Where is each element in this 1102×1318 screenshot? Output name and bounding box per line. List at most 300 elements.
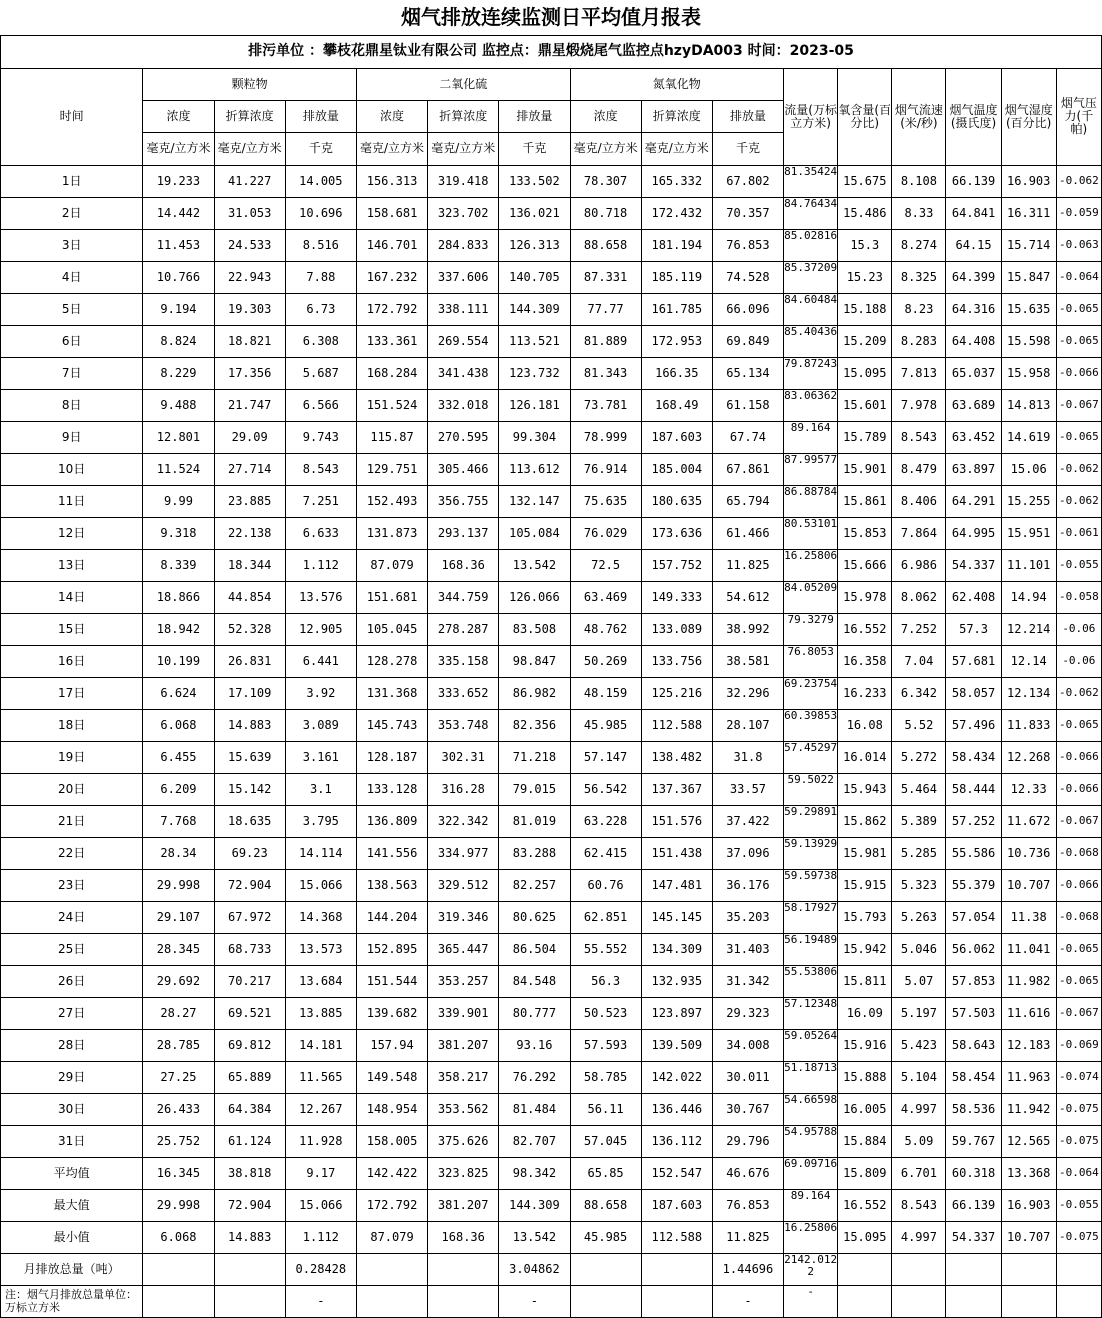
table-cell: 6.068 — [143, 709, 214, 741]
table-cell: 77.77 — [570, 293, 641, 325]
table-cell: -0.059 — [1056, 197, 1101, 229]
unit-g0-1: 毫克/立方米 — [214, 132, 285, 165]
table-cell: 12.134 — [1001, 677, 1056, 709]
table-cell: 168.36 — [428, 1221, 499, 1253]
table-cell: 11.825 — [712, 1221, 783, 1253]
table-cell: 65.85 — [570, 1157, 641, 1189]
unit-g1-0: 毫克/立方米 — [356, 132, 427, 165]
table-cell: 82.257 — [499, 869, 570, 901]
table-cell: 32.296 — [712, 677, 783, 709]
table-cell: 55.379 — [946, 869, 1001, 901]
table-cell: 64.408 — [946, 325, 1001, 357]
table-cell: 29.09 — [214, 421, 285, 453]
table-cell: 8.062 — [892, 581, 946, 613]
table-cell: 36.176 — [712, 869, 783, 901]
table-cell: 72.904 — [214, 869, 285, 901]
table-cell: 7.768 — [143, 805, 214, 837]
table-cell: 134.309 — [641, 933, 712, 965]
table-cell: 69.23754 — [784, 677, 838, 709]
table-cell: 140.705 — [499, 261, 570, 293]
table-cell: 57.593 — [570, 1029, 641, 1061]
table-cell: -0.055 — [1056, 1189, 1101, 1221]
table-cell: 62.408 — [946, 581, 1001, 613]
table-cell: 187.603 — [641, 421, 712, 453]
table-cell: 9.194 — [143, 293, 214, 325]
table-cell: 75.635 — [570, 485, 641, 517]
table-cell: 5.263 — [892, 901, 946, 933]
table-cell: 6.624 — [143, 677, 214, 709]
table-cell: 5.07 — [892, 965, 946, 997]
table-cell: -0.074 — [1056, 1061, 1101, 1093]
table-cell: 133.756 — [641, 645, 712, 677]
table-cell: 69.812 — [214, 1029, 285, 1061]
humidity-header: 烟气湿度(百分比) — [1001, 68, 1056, 165]
table-cell: 85.02816 — [784, 229, 838, 261]
unit-g0-2: 千克 — [285, 132, 356, 165]
table-cell: 34.008 — [712, 1029, 783, 1061]
table-cell: 166.35 — [641, 357, 712, 389]
table-row — [1, 613, 1102, 645]
table-cell: 17.109 — [214, 677, 285, 709]
table-cell: 167.232 — [356, 261, 427, 293]
table-cell: 58.057 — [946, 677, 1001, 709]
report-title: 烟气排放连续监测日平均值月报表 — [1, 0, 1102, 35]
table-cell: 79.3279 — [784, 613, 838, 645]
table-cell: 64.15 — [946, 229, 1001, 261]
table-cell: 6.73 — [285, 293, 356, 325]
table-cell: 10.707 — [1001, 869, 1056, 901]
table-cell — [428, 1285, 499, 1317]
table-cell: 80.718 — [570, 197, 641, 229]
table-cell: 11.833 — [1001, 709, 1056, 741]
table-cell — [641, 1253, 712, 1285]
table-cell: 76.853 — [712, 229, 783, 261]
table-cell: 8.23 — [892, 293, 946, 325]
table-cell: 305.466 — [428, 453, 499, 485]
table-cell: 156.313 — [356, 165, 427, 197]
table-cell: 13.542 — [499, 549, 570, 581]
table-cell: 138.563 — [356, 869, 427, 901]
table-cell: 5.52 — [892, 709, 946, 741]
table-cell: 152.895 — [356, 933, 427, 965]
table-cell: 48.762 — [570, 613, 641, 645]
table-row — [1, 1157, 1102, 1189]
table-cell: 15.486 — [838, 197, 892, 229]
table-cell: 78.307 — [570, 165, 641, 197]
table-cell: 87.079 — [356, 1221, 427, 1253]
row-label: 6日 — [1, 325, 143, 357]
table-cell: 57.496 — [946, 709, 1001, 741]
table-cell: 14.442 — [143, 197, 214, 229]
table-cell: 9.99 — [143, 485, 214, 517]
table-cell: 14.181 — [285, 1029, 356, 1061]
table-cell: 58.785 — [570, 1061, 641, 1093]
table-cell: 33.57 — [712, 773, 783, 805]
table-cell: 10.199 — [143, 645, 214, 677]
table-cell: 149.333 — [641, 581, 712, 613]
table-row — [1, 517, 1102, 549]
table-cell: 168.36 — [428, 549, 499, 581]
table-cell: 69.23 — [214, 837, 285, 869]
table-cell: 141.556 — [356, 837, 427, 869]
table-cell: 11.101 — [1001, 549, 1056, 581]
table-cell: 353.257 — [428, 965, 499, 997]
table-cell — [892, 1285, 946, 1317]
table-cell: 15.066 — [285, 869, 356, 901]
table-cell: 86.504 — [499, 933, 570, 965]
row-label: 17日 — [1, 677, 143, 709]
table-cell: 8.516 — [285, 229, 356, 261]
table-cell: 86.88784 — [784, 485, 838, 517]
table-cell: 62.415 — [570, 837, 641, 869]
table-cell: 5.285 — [892, 837, 946, 869]
table-cell: 14.114 — [285, 837, 356, 869]
table-cell: -0.063 — [1056, 229, 1101, 261]
table-cell: 41.227 — [214, 165, 285, 197]
table-cell: 15.601 — [838, 389, 892, 421]
table-row — [1, 1061, 1102, 1093]
table-row — [1, 453, 1102, 485]
oxygen-header: 氧含量(百分比) — [838, 68, 892, 165]
table-cell: 15.853 — [838, 517, 892, 549]
table-cell: 151.576 — [641, 805, 712, 837]
table-cell: 22.138 — [214, 517, 285, 549]
table-row — [1, 229, 1102, 261]
table-cell: 27.714 — [214, 453, 285, 485]
table-cell: 63.228 — [570, 805, 641, 837]
table-cell: 15.888 — [838, 1061, 892, 1093]
table-cell: 15.714 — [1001, 229, 1056, 261]
table-cell: 54.95788 — [784, 1125, 838, 1157]
table-cell: -0.065 — [1056, 325, 1101, 357]
row-label: 最小值 — [1, 1221, 143, 1253]
table-cell: 8.339 — [143, 549, 214, 581]
table-cell: 89.164 — [784, 1189, 838, 1221]
table-cell: 126.181 — [499, 389, 570, 421]
table-cell: 15.23 — [838, 261, 892, 293]
table-cell: 63.452 — [946, 421, 1001, 453]
table-cell: 74.528 — [712, 261, 783, 293]
table-cell: 25.752 — [143, 1125, 214, 1157]
row-label: 11日 — [1, 485, 143, 517]
table-cell: 54.337 — [946, 549, 1001, 581]
table-cell: 15.209 — [838, 325, 892, 357]
table-cell: 2142.0122 — [784, 1253, 838, 1285]
table-cell: 6.986 — [892, 549, 946, 581]
table-cell: 133.089 — [641, 613, 712, 645]
table-cell: 87.331 — [570, 261, 641, 293]
table-cell: 11.616 — [1001, 997, 1056, 1029]
table-cell: 57.503 — [946, 997, 1001, 1029]
table-row — [1, 965, 1102, 997]
table-cell: 16.345 — [143, 1157, 214, 1189]
table-cell: 10.696 — [285, 197, 356, 229]
table-cell: 157.752 — [641, 549, 712, 581]
table-cell: 335.158 — [428, 645, 499, 677]
so2-group-header: 二氧化硫 — [356, 68, 570, 100]
table-cell: 105.084 — [499, 517, 570, 549]
table-cell: 323.702 — [428, 197, 499, 229]
table-cell: 59.767 — [946, 1125, 1001, 1157]
table-cell: 63.897 — [946, 453, 1001, 485]
table-cell: 57.252 — [946, 805, 1001, 837]
table-cell: 11.38 — [1001, 901, 1056, 933]
table-cell: 293.137 — [428, 517, 499, 549]
table-cell: 9.318 — [143, 517, 214, 549]
table-cell: 44.854 — [214, 581, 285, 613]
table-cell: 5.687 — [285, 357, 356, 389]
table-cell: 7.864 — [892, 517, 946, 549]
table-cell — [570, 1285, 641, 1317]
table-cell: 22.943 — [214, 261, 285, 293]
table-cell: 87.99577 — [784, 453, 838, 485]
table-row — [1, 261, 1102, 293]
table-cell — [838, 1285, 892, 1317]
flow-header: 流量(万标立方米) — [784, 68, 838, 165]
subheader-g0-2: 排放量 — [285, 100, 356, 132]
table-cell: 16.25806 — [784, 549, 838, 581]
table-cell: 15.916 — [838, 1029, 892, 1061]
table-cell: 15.793 — [838, 901, 892, 933]
table-cell: 18.344 — [214, 549, 285, 581]
table-cell: 1.44696 — [712, 1253, 783, 1285]
table-cell: 38.992 — [712, 613, 783, 645]
row-label: 22日 — [1, 837, 143, 869]
table-cell — [214, 1253, 285, 1285]
table-cell: 269.554 — [428, 325, 499, 357]
subheader-g0-1: 折算浓度 — [214, 100, 285, 132]
table-cell: 161.785 — [641, 293, 712, 325]
table-cell: 15.847 — [1001, 261, 1056, 293]
table-cell: 4.997 — [892, 1093, 946, 1125]
table-cell: 45.985 — [570, 709, 641, 741]
table-cell: -0.055 — [1056, 549, 1101, 581]
table-cell: 7.252 — [892, 613, 946, 645]
row-label: 最大值 — [1, 1189, 143, 1221]
table-cell: 17.356 — [214, 357, 285, 389]
unit-g0-0: 毫克/立方米 — [143, 132, 214, 165]
table-cell: 23.885 — [214, 485, 285, 517]
table-cell: 139.509 — [641, 1029, 712, 1061]
table-cell: 172.953 — [641, 325, 712, 357]
table-cell: 9.743 — [285, 421, 356, 453]
unit-g2-2: 千克 — [712, 132, 783, 165]
row-label: 2日 — [1, 197, 143, 229]
table-cell: 82.356 — [499, 709, 570, 741]
table-row — [1, 709, 1102, 741]
table-cell: 56.542 — [570, 773, 641, 805]
table-cell: 133.128 — [356, 773, 427, 805]
table-cell: 28.785 — [143, 1029, 214, 1061]
table-cell: 322.342 — [428, 805, 499, 837]
table-cell: 8.108 — [892, 165, 946, 197]
table-cell: 8.406 — [892, 485, 946, 517]
table-cell: 56.3 — [570, 965, 641, 997]
table-cell: 341.438 — [428, 357, 499, 389]
table-cell: 66.139 — [946, 165, 1001, 197]
report-subtitle: 排污单位 ：攀枝花鼎星钛业有限公司 监控点：鼎星煅烧尾气监控点hzyDA003 时间：2023-05 — [1, 35, 1102, 68]
table-cell: 64.384 — [214, 1093, 285, 1125]
table-cell: 61.466 — [712, 517, 783, 549]
table-cell: 123.732 — [499, 357, 570, 389]
table-cell: 5.464 — [892, 773, 946, 805]
table-cell: 316.28 — [428, 773, 499, 805]
table-cell: 12.214 — [1001, 613, 1056, 645]
unit-g1-2: 千克 — [499, 132, 570, 165]
table-cell — [356, 1253, 427, 1285]
table-cell: 133.361 — [356, 325, 427, 357]
table-cell: 93.16 — [499, 1029, 570, 1061]
table-cell: 1.112 — [285, 1221, 356, 1253]
table-cell: 11.963 — [1001, 1061, 1056, 1093]
table-cell: 13.573 — [285, 933, 356, 965]
table-cell: 319.418 — [428, 165, 499, 197]
table-cell: 14.619 — [1001, 421, 1056, 453]
row-label: 13日 — [1, 549, 143, 581]
table-cell: 9.488 — [143, 389, 214, 421]
table-cell: 8.229 — [143, 357, 214, 389]
table-cell: 69.521 — [214, 997, 285, 1029]
table-cell: -0.06 — [1056, 645, 1101, 677]
table-cell: 11.825 — [712, 549, 783, 581]
table-cell: 5.423 — [892, 1029, 946, 1061]
table-cell: 15.942 — [838, 933, 892, 965]
table-cell: 381.207 — [428, 1189, 499, 1221]
table-cell: 7.04 — [892, 645, 946, 677]
table-cell: 329.512 — [428, 869, 499, 901]
table-cell: 45.985 — [570, 1221, 641, 1253]
table-cell: -0.066 — [1056, 741, 1101, 773]
table-cell: 84.548 — [499, 965, 570, 997]
table-cell — [356, 1285, 427, 1317]
table-cell: 337.606 — [428, 261, 499, 293]
table-cell: 57.12348 — [784, 997, 838, 1029]
table-cell: -0.075 — [1056, 1093, 1101, 1125]
table-cell: 98.342 — [499, 1157, 570, 1189]
table-cell: 138.482 — [641, 741, 712, 773]
row-label: 19日 — [1, 741, 143, 773]
table-cell: 65.889 — [214, 1061, 285, 1093]
table-cell: 339.901 — [428, 997, 499, 1029]
table-cell: 15.811 — [838, 965, 892, 997]
table-cell: 78.999 — [570, 421, 641, 453]
table-cell: 8.325 — [892, 261, 946, 293]
table-cell: 7.813 — [892, 357, 946, 389]
table-cell: 73.781 — [570, 389, 641, 421]
table-cell: 3.161 — [285, 741, 356, 773]
table-cell: 64.399 — [946, 261, 1001, 293]
table-row — [1, 485, 1102, 517]
table-cell: 30.767 — [712, 1093, 783, 1125]
table-cell: 57.681 — [946, 645, 1001, 677]
row-label: 31日 — [1, 1125, 143, 1157]
table-cell: 3.089 — [285, 709, 356, 741]
table-cell: 84.60484 — [784, 293, 838, 325]
table-cell: -0.066 — [1056, 357, 1101, 389]
table-cell: 15.943 — [838, 773, 892, 805]
table-cell: 16.903 — [1001, 1189, 1056, 1221]
subheader-g2-2: 排放量 — [712, 100, 783, 132]
table-cell — [892, 1253, 946, 1285]
table-cell: 76.8053 — [784, 645, 838, 677]
table-cell: 59.59738 — [784, 869, 838, 901]
table-cell: 16.005 — [838, 1093, 892, 1125]
table-cell: 31.8 — [712, 741, 783, 773]
table-cell: 15.951 — [1001, 517, 1056, 549]
table-row — [1, 357, 1102, 389]
table-cell: 11.982 — [1001, 965, 1056, 997]
table-cell: 6.701 — [892, 1157, 946, 1189]
table-cell: 28.345 — [143, 933, 214, 965]
table-cell — [428, 1253, 499, 1285]
table-cell: 79.87243 — [784, 357, 838, 389]
table-cell: 338.111 — [428, 293, 499, 325]
unit-g2-0: 毫克/立方米 — [570, 132, 641, 165]
table-cell: 14.005 — [285, 165, 356, 197]
table-cell: 85.37209 — [784, 261, 838, 293]
table-cell: 14.883 — [214, 1221, 285, 1253]
table-cell — [1001, 1285, 1056, 1317]
table-cell: 69.849 — [712, 325, 783, 357]
table-cell: 145.743 — [356, 709, 427, 741]
table-cell: 76.914 — [570, 453, 641, 485]
table-cell: 15.978 — [838, 581, 892, 613]
table-cell: -0.062 — [1056, 677, 1101, 709]
table-cell: 63.689 — [946, 389, 1001, 421]
table-cell: 56.062 — [946, 933, 1001, 965]
table-row — [1, 869, 1102, 901]
table-row — [1, 1189, 1102, 1221]
table-cell: 85.40436 — [784, 325, 838, 357]
table-cell: 64.841 — [946, 197, 1001, 229]
table-cell: 133.502 — [499, 165, 570, 197]
table-cell: -0.065 — [1056, 709, 1101, 741]
table-cell: 13.542 — [499, 1221, 570, 1253]
table-cell: 21.747 — [214, 389, 285, 421]
table-cell: 172.432 — [641, 197, 712, 229]
table-cell: 9.17 — [285, 1157, 356, 1189]
table-cell: 16.903 — [1001, 165, 1056, 197]
table-cell: 80.777 — [499, 997, 570, 1029]
table-cell: -0.065 — [1056, 293, 1101, 325]
table-cell: 365.447 — [428, 933, 499, 965]
table-cell: 132.147 — [499, 485, 570, 517]
table-cell: 59.13929 — [784, 837, 838, 869]
table-cell: 139.682 — [356, 997, 427, 1029]
table-cell: -0.067 — [1056, 997, 1101, 1029]
table-row — [1, 1125, 1102, 1157]
table-cell: 5.272 — [892, 741, 946, 773]
table-cell: 11.672 — [1001, 805, 1056, 837]
table-cell: 5.389 — [892, 805, 946, 837]
table-cell: 54.66598 — [784, 1093, 838, 1125]
table-cell: 16.09 — [838, 997, 892, 1029]
row-label: 26日 — [1, 965, 143, 997]
subheader-g2-0: 浓度 — [570, 100, 641, 132]
table-cell: 8.543 — [892, 421, 946, 453]
table-cell: 13.368 — [1001, 1157, 1056, 1189]
table-cell: -0.06 — [1056, 613, 1101, 645]
table-cell: -0.064 — [1056, 1157, 1101, 1189]
table-cell: 81.35424 — [784, 165, 838, 197]
table-cell: 66.096 — [712, 293, 783, 325]
table-cell: 31.342 — [712, 965, 783, 997]
table-row — [1, 645, 1102, 677]
table-row — [1, 581, 1102, 613]
table-cell: 284.833 — [428, 229, 499, 261]
table-cell: 81.019 — [499, 805, 570, 837]
table-cell: 65.037 — [946, 357, 1001, 389]
